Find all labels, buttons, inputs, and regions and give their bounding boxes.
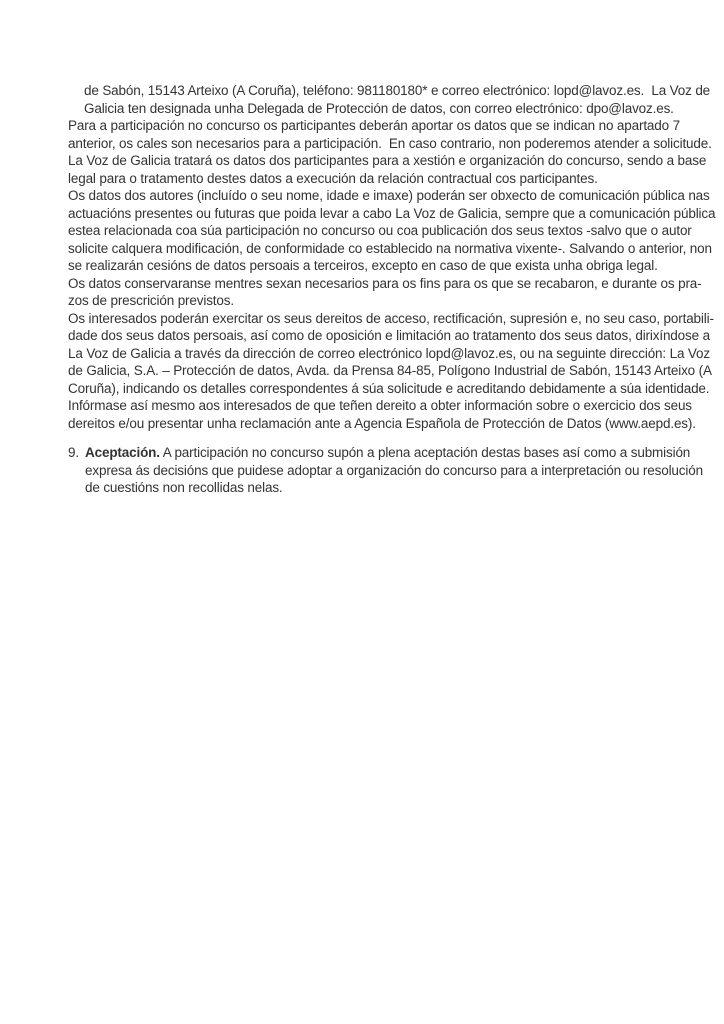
item-first-line-text: A participación no concurso supón a plena aceptación destas bases así como a submisión [159,445,691,460]
item-number: 9. [68,445,79,460]
text-line: de cuestións non recollidas nelas. [85,480,283,495]
text-line: dereitos e/ou presentar unha reclamación ante a Agencia Española de Protección de Datos (www.aepd.es). [68,415,696,431]
text-line: Infórmase así mesmo aos interesados de que teñen dereito a obter información sobre o exercicio dos seus [68,398,692,413]
text-line [85,444,724,462]
text-line: de Sabón, 15143 Arteixo (A Coruña), teléfono: 981180180* e correo electrónico: lopd@lavoz.es. La Voz de [84,83,711,98]
item-title: Aceptación. [85,445,160,460]
text-line: legal para o tratamento destes datos a execución da relación contractual cos participantes. [68,170,598,186]
text-line: Para a participación no concurso os participantes deberán aportar os datos que se indican no apartado 7 [68,118,680,133]
text-line: Coruña), indicando os detalles correspondentes á súa solicitude e acreditando debidamente a súa identidade. [68,380,710,396]
text-line: Os datos conservaranse mentres sexan necesarios para os fins para os que se recabaron, e durante os pra- [68,275,702,291]
text-line: La Voz de Galicia a través da dirección de correo electrónico lopd@lavoz.es, ou na seguinte dirección: La Voz [68,345,710,361]
document-text-block [68,82,724,497]
text-line: dade dos seus datos persoais, así como de oposición e limitación ao tratamento dos seus datos, dirixíndose a [68,328,710,343]
text-line: se realizarán cesións de datos persoais a terceiros, excepto en caso de que exista unha obriga legal. [68,258,658,273]
text-line: de Galicia, S.A. – Protección de datos, Avda. da Prensa 84-85, Polígono Industrial de Sabón, 15143 Arteixo (A [68,363,712,378]
text-line: La Voz de Galicia tratará os datos dos participantes para a xestión e organización do concurso, sendo a base [68,153,707,168]
text-line: Galicia ten designada unha Delegada de Protección de datos, con correo electrónico: dpo@lavoz.es. [84,100,674,116]
paragraph [68,275,724,310]
paragraph [68,152,724,187]
numbered-item-9-aceptacion [68,444,724,497]
text-line: actuacións presentes ou futuras que poida levar a cabo La Voz de Galicia, sempre que a comunicación pública [68,205,716,221]
paragraph [68,117,724,152]
text-line: expresa ás decisións que puidese adoptar a organización do concurso para a interpretación ou resolución [85,462,703,478]
text-line: Os interesados poderán exercitar os seus dereitos de acceso, rectificación, supresión e, no seu caso, portabili- [68,310,714,326]
text-line: Os datos dos autores (incluído o seu nome, idade e imaxe) poderán ser obxecto de comunicación pública nas [68,188,710,203]
text-line: solicite calquera modificación, de conformidade co establecido na normativa vixente-. Salvando o anterior, non [68,240,712,256]
paragraph [68,187,724,275]
text-line: anterior, os cales son necesarios para a participación. En caso contrario, non poderemos atender a solicitude. [68,135,712,151]
paragraph-intro-continuation [68,82,724,117]
paragraph [68,310,724,433]
text-line: zos de prescrición previstos. [68,293,234,308]
text-line: estea relacionada coa súa participación no concurso ou coa publicación dos seus textos -salvo que o autor [68,223,692,238]
